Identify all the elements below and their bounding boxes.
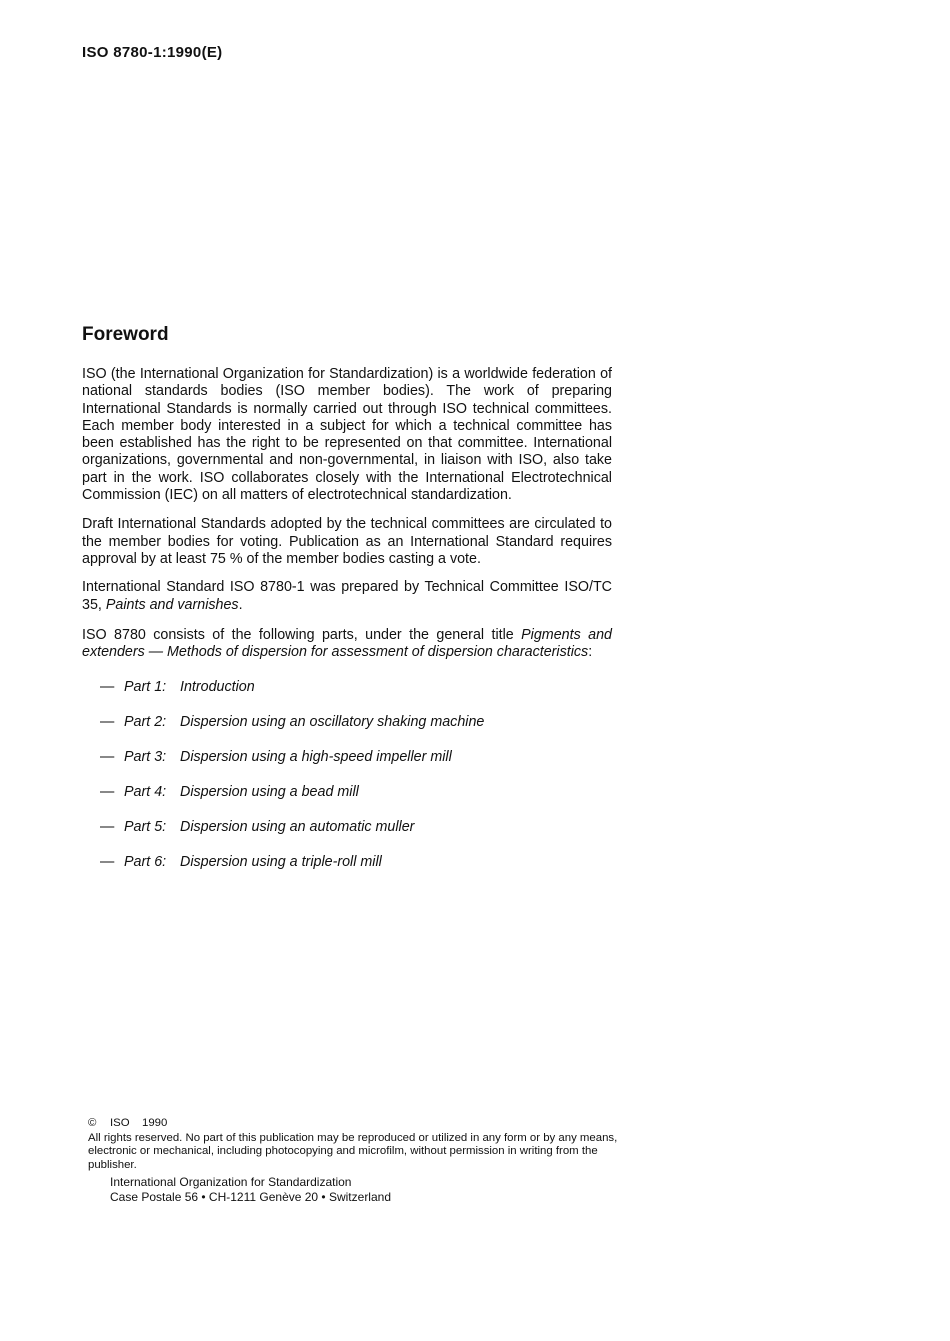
part-number: Part 6: (124, 854, 167, 871)
postal-address: Case Postale 56 • CH-1211 Genève 20 • Switzerland (110, 1189, 391, 1204)
part-title: Dispersion using an oscillatory shaking machine (180, 714, 485, 731)
list-dash: — (100, 749, 115, 766)
foreword-paragraph-prepared-by (82, 579, 612, 614)
foreword-paragraph-voting: Draft International Standards adopted by the technical committees are circulated to the member bodies for voting. Publication as an International Standard requires approval by at least 75 % of the member bodies casting a vote. (82, 516, 612, 567)
rights-notice: All rights reserved. No part of this publication may be reproduced or utilized in any form or by any means, electronic or mechanical, including photocopying and microfilm, without permission in writing from the publisher. (88, 1131, 618, 1171)
copyright-block (88, 1117, 618, 1205)
copyright-year: 1990 (142, 1117, 168, 1129)
foreword-paragraph-iso: ISO (the International Organization for Standardization) is a worldwide federation of national standards bodies (ISO member bodies). The work of preparing International Standards is normally carried out through ISO technical committees. Each member body interested in a subject for which a technical committee has been established has the right to be represented on that committee. International organizations, governmental and non-governmental, in liaison with ISO, also take part in the work. ISO collaborates closely with the International Electrotechnical Commission (IEC) on all matters of electrotechnical standardization. (82, 366, 612, 504)
list-item (100, 819, 612, 854)
prepared-by-text: International Standard ISO 8780-1 was prepared by Technical Committee ISO/TC 35, (82, 579, 612, 613)
part-number: Part 3: (124, 749, 167, 766)
part-title: Dispersion using an automatic muller (180, 819, 415, 836)
list-item (100, 679, 612, 714)
list-dash: — (100, 819, 115, 836)
part-number: Part 4: (124, 784, 167, 801)
copyright-org: ISO (110, 1117, 130, 1129)
copyright-line (88, 1117, 618, 1131)
list-dash: — (100, 854, 115, 871)
copyright-symbol: © (88, 1117, 97, 1129)
parts-intro-text: ISO 8780 consists of the following parts, under the general title (82, 626, 522, 643)
list-item (100, 784, 612, 819)
foreword-paragraph-parts-intro (82, 627, 612, 662)
list-item (100, 714, 612, 749)
part-title: Dispersion using a bead mill (180, 784, 359, 801)
list-item (100, 854, 612, 889)
general-title: Pigments and extenders — Methods of dispersion for assessment of dispersion characteristics (82, 626, 612, 661)
publisher-name: International Organization for Standardization (110, 1175, 352, 1190)
list-item (100, 749, 612, 784)
part-number: Part 5: (124, 819, 167, 836)
prepared-by-end: . (238, 596, 243, 613)
list-dash: — (100, 714, 115, 731)
parts-intro-end: : (588, 644, 593, 661)
part-title: Dispersion using a high-speed impeller mill (180, 749, 452, 766)
list-dash: — (100, 679, 115, 696)
parts-list (82, 679, 612, 889)
part-title: Dispersion using a triple-roll mill (180, 854, 382, 871)
part-title: Introduction (180, 679, 255, 696)
foreword-body (82, 366, 612, 889)
publisher-address (88, 1175, 618, 1204)
part-number: Part 2: (124, 714, 167, 731)
committee-title: Paints and varnishes (105, 596, 239, 613)
part-number: Part 1: (124, 679, 167, 696)
list-dash: — (100, 784, 115, 801)
foreword-heading: Foreword (82, 324, 169, 345)
document-id: ISO 8780-1:1990(E) (82, 44, 223, 61)
